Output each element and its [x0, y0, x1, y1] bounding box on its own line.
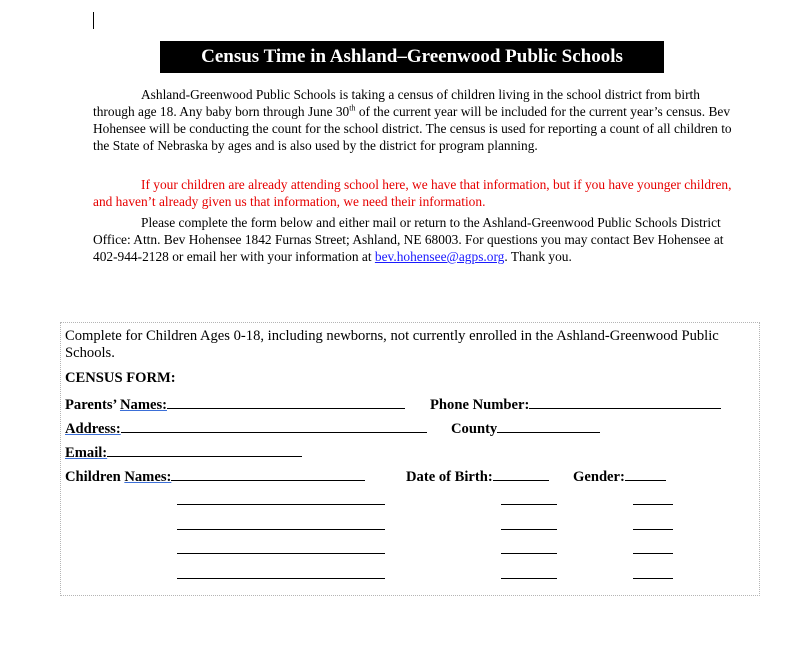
- intro-p2-text: If your children are already attending school here, we have that information, but if you have younger children, and haven’t already given us that information, we need their information.: [93, 177, 732, 209]
- parents-names-field[interactable]: [167, 395, 405, 409]
- parents-row: [65, 395, 405, 414]
- child-name-field-1[interactable]: [171, 467, 365, 481]
- intro-p1-text-a: Ashland-Greenwood Public Schools is taking a census of children living in the school district from birth through age 18. Any baby born through June 30: [93, 87, 700, 119]
- email-row: [65, 443, 302, 462]
- dob-field-5[interactable]: [501, 578, 557, 579]
- form-heading: CENSUS FORM:: [65, 370, 176, 386]
- dob-field-3[interactable]: [501, 529, 557, 530]
- gender-field-3[interactable]: [633, 529, 673, 530]
- child-name-field-4[interactable]: [177, 553, 385, 554]
- parents-label-prefix: Parents’: [65, 397, 120, 413]
- email-label: Email:: [65, 445, 108, 461]
- dob-row: [406, 467, 549, 486]
- children-names-label: Names:: [124, 469, 172, 485]
- email-field[interactable]: [107, 443, 302, 457]
- children-label-prefix: Children: [65, 469, 125, 485]
- email-link[interactable]: bev.hohensee@agps.org: [374, 249, 505, 264]
- gender-row: [573, 467, 666, 486]
- children-row: [65, 467, 365, 486]
- intro-p3-end: . Thank you.: [504, 249, 572, 264]
- intro-p3-text: Please complete the form below and either mail or return to the Ashland-Greenwood Public Schools District Office: Attn. Bev Hohensee 1842 Furnas Street; Ashland, NE 68003. For questions you may contact Bev Hohensee at 402-944-2128 or email her with your information at: [93, 215, 724, 264]
- text-cursor: [93, 12, 94, 29]
- child-name-field-5[interactable]: [177, 578, 385, 579]
- dob-field-4[interactable]: [501, 553, 557, 554]
- gender-field-2[interactable]: [633, 504, 673, 505]
- form-instructions: Complete for Children Ages 0-18, including newborns, not currently enrolled in the Ashland-Greenwood Public Schools.: [65, 328, 719, 361]
- county-field[interactable]: [497, 419, 600, 433]
- address-field[interactable]: [121, 419, 427, 433]
- intro-paragraph-1: [93, 86, 733, 154]
- parents-names-label: Names:: [119, 397, 167, 413]
- dob-label: Date of Birth:: [406, 469, 493, 485]
- gender-field-4[interactable]: [633, 553, 673, 554]
- gender-label: Gender:: [573, 469, 625, 485]
- county-row: [451, 419, 600, 438]
- address-label: Address:: [65, 421, 121, 437]
- gender-field-1[interactable]: [625, 467, 666, 481]
- intro-paragraph-2-red: [93, 176, 733, 210]
- intro-p1-text-b: of the current year will be included for the current year’s census. Bev Hohensee will be conducting the count for the school district. The census is used for reporting a count of all children to the State of Nebraska by ages and is also used by the district for program planning.: [93, 104, 732, 153]
- intro-paragraph-3: [93, 214, 733, 265]
- page-title: Census Time in Ashland–Greenwood Public Schools: [160, 41, 664, 73]
- phone-row: [430, 395, 721, 414]
- dob-field-2[interactable]: [501, 504, 557, 505]
- county-label: County: [451, 421, 498, 437]
- gender-field-5[interactable]: [633, 578, 673, 579]
- phone-label: Phone Number:: [430, 397, 530, 413]
- phone-field[interactable]: [529, 395, 721, 409]
- address-row: [65, 419, 427, 438]
- child-name-field-3[interactable]: [177, 529, 385, 530]
- ordinal-suffix: th: [349, 103, 356, 113]
- dob-field-1[interactable]: [493, 467, 549, 481]
- child-name-field-2[interactable]: [177, 504, 385, 505]
